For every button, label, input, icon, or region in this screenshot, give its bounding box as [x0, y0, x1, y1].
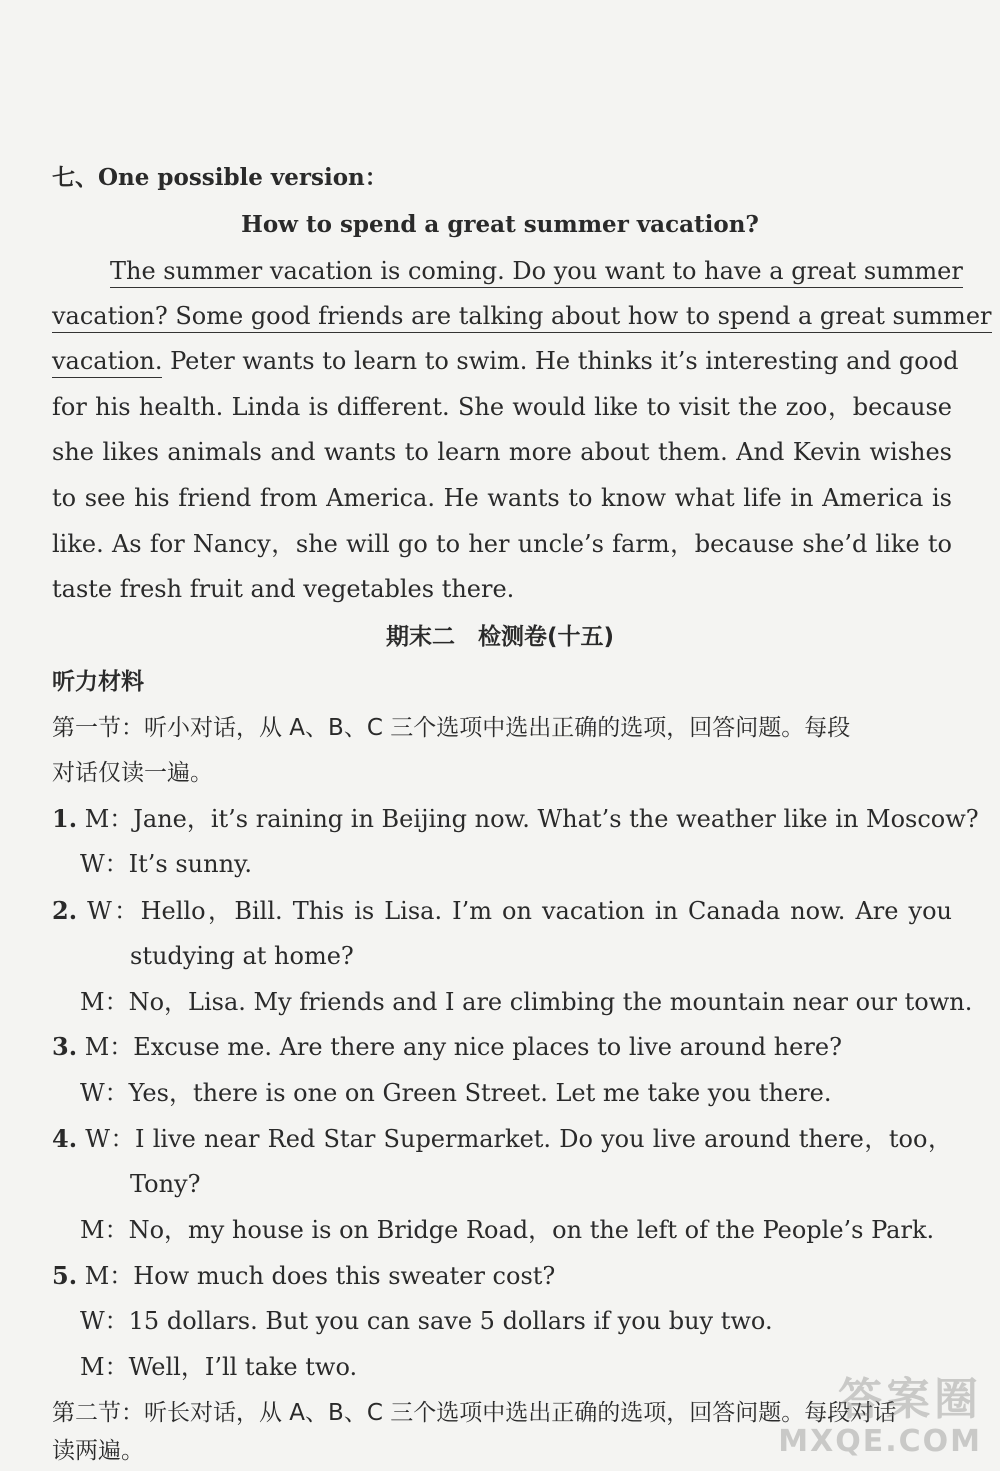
dialogue-line: studying at home? [130, 942, 354, 970]
essay-line-4: for his health. Linda is different. She would like to visit the zoo，because [52, 393, 952, 421]
dialogue-line [52, 804, 979, 834]
underlined-text: The summer vacation is coming. Do you want to have a great summer [110, 257, 963, 288]
section-heading: 七、One possible version： [52, 164, 388, 191]
dialogue-text: W：I live near Red Star Supermarket. Do you live around there，too， [77, 1125, 952, 1153]
part2-instruction-cont: 读两遍。 [52, 1438, 144, 1464]
part1-instruction: 第一节：听小对话，从 A、B、C 三个选项中选出正确的选项，回答问题。每段 [52, 715, 851, 741]
dialogue-line: M：No，Lisa. My friends and I are climbing the mountain near our town. [80, 988, 973, 1016]
underlined-text: vacation. [52, 347, 162, 378]
essay-line-7: like. As for Nancy，she will go to her uncle’s farm，because she’d like to [52, 530, 952, 558]
dialogue-line: W：15 dollars. But you can save 5 dollars if you buy two. [80, 1307, 773, 1335]
dialogue-line [52, 1032, 842, 1062]
dialogue-line [52, 1261, 555, 1291]
dialogue-line: W：It’s sunny. [80, 850, 253, 878]
dialogue-text: M：How much does this sweater cost? [77, 1262, 556, 1290]
dialogue-line: M：No，my house is on Bridge Road，on the left of the People’s Park. [80, 1216, 935, 1244]
dialogue-line [52, 1124, 952, 1154]
listening-subtitle: 听力材料 [52, 669, 144, 695]
watermark-top-text: 答案圈 [838, 1374, 982, 1425]
dialogue-text: M：Excuse me. Are there any nice places to live around here? [77, 1033, 842, 1061]
essay-line-6: to see his friend from America. He wants to know what life in America is [52, 484, 952, 512]
essay-line-8: taste fresh fruit and vegetables there. [52, 575, 515, 603]
dialogue-line: M：Well，I’ll take two. [80, 1353, 358, 1381]
watermark-url-text: MXQE.COM [778, 1424, 982, 1459]
dialogue-line: W：Yes，there is one on Green Street. Let me take you there. [80, 1079, 832, 1107]
part1-instruction-cont: 对话仅读一遍。 [52, 760, 213, 786]
part2-instruction: 第二节：听长对话，从 A、B、C 三个选项中选出正确的选项，回答问题。每段对话 [52, 1400, 897, 1426]
essay-line-1 [110, 256, 963, 286]
dialogue-line: Tony? [130, 1170, 201, 1198]
essay-line-3 [52, 346, 959, 376]
question-number: 2. [52, 896, 78, 925]
watermark-logo [722, 1375, 982, 1465]
question-number: 4. [52, 1124, 78, 1153]
dialogue-line [52, 896, 952, 926]
essay-text: Peter wants to learn to swim. He thinks it’s interesting and good [162, 347, 959, 375]
question-number: 5. [52, 1261, 78, 1290]
question-number: 3. [52, 1032, 78, 1061]
essay-title: How to spend a great summer vacation? [241, 211, 759, 238]
essay-line-2 [52, 301, 992, 331]
underlined-text: vacation? Some good friends are talking about how to spend a great summer [52, 302, 992, 333]
essay-line-5: she likes animals and wants to learn more about them. And Kevin wishes [52, 438, 952, 466]
dialogue-text: M：Jane，it’s raining in Beijing now. What’s the weather like in Moscow? [77, 805, 979, 833]
question-number: 1. [52, 804, 78, 833]
exam-title: 期末二 检测卷(十五) [385, 624, 615, 650]
dialogue-text: W：Hello，Bill. This is Lisa. I’m on vacation in Canada now. Are you [77, 897, 952, 925]
